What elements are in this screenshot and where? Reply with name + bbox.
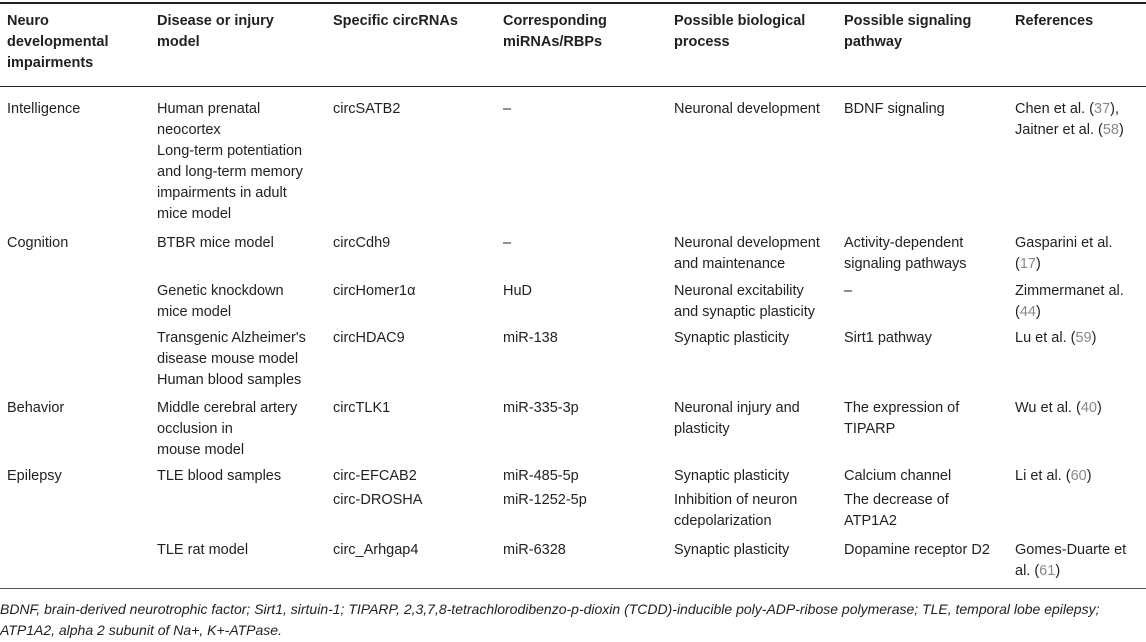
- header-line: developmental: [7, 34, 109, 50]
- cell-references: [1015, 398, 1102, 419]
- cell-line: TLE blood samples: [157, 468, 282, 484]
- reference-line: [1015, 233, 1113, 254]
- cell-line: Inhibition of neuron: [674, 492, 798, 508]
- header-pathway: [844, 11, 971, 53]
- reference-text: ): [1118, 122, 1124, 138]
- cell-line: Neuronal development: [674, 101, 820, 117]
- cell-mirna: [503, 328, 558, 349]
- reference-text: ): [1091, 330, 1097, 346]
- cell-circ: [333, 233, 390, 254]
- reference-link[interactable]: 37: [1094, 101, 1111, 117]
- cell-pathway: [844, 328, 932, 349]
- reference-line: [1015, 99, 1124, 120]
- cell-line: circHomer1α: [333, 283, 416, 299]
- cell-line: and synaptic plasticity: [674, 304, 816, 320]
- reference-line: [1015, 398, 1102, 419]
- cell-line: circCdh9: [333, 235, 391, 251]
- cell-references: [1015, 281, 1124, 323]
- cell-line: mouse model: [157, 442, 245, 458]
- cell-line: impairments in adult: [157, 185, 287, 201]
- footnote-line: ATP1A2, alpha 2 subunit of Na+, K+-ATPase.: [0, 622, 282, 638]
- reference-line: [1015, 281, 1124, 302]
- cell-mirna: [503, 398, 579, 419]
- header-line: model: [157, 34, 200, 50]
- cell-line: circ_Arhgap4: [333, 542, 419, 558]
- cell-line: and maintenance: [674, 256, 786, 272]
- cell-line: miR-485-5p: [503, 468, 579, 484]
- header-line: miRNAs/RBPs: [503, 34, 603, 50]
- cell-line: circTLK1: [333, 400, 391, 416]
- header-line: process: [674, 34, 730, 50]
- cell-pathway: [844, 281, 852, 302]
- cell-line: Sirt1 pathway: [844, 330, 932, 346]
- cell-line: miR-6328: [503, 542, 566, 558]
- cell-references: [1015, 99, 1124, 141]
- cell-circ: [333, 490, 422, 511]
- cell-line: mice model: [157, 206, 232, 222]
- cell-line: Synaptic plasticity: [674, 542, 790, 558]
- cell-line: and long-term memory: [157, 164, 303, 180]
- cell-line: The expression of: [844, 400, 960, 416]
- header-circrnas: [333, 11, 458, 32]
- impairment-epilepsy: Epilepsy: [7, 468, 62, 484]
- reference-text: Zimmermanet al.: [1015, 283, 1124, 299]
- cell-line: miR-1252-5p: [503, 492, 587, 508]
- reference-text: ): [1055, 563, 1061, 579]
- reference-line: [1015, 302, 1124, 323]
- cell-circ: [333, 398, 390, 419]
- cell-pathway: [844, 540, 990, 561]
- cell-line: Dopamine receptor D2: [844, 542, 990, 558]
- cell-line: Synaptic plasticity: [674, 468, 790, 484]
- cell-mirna: [503, 233, 511, 254]
- impairment-cognition: Cognition: [7, 235, 69, 251]
- cell-line: Neuronal injury and: [674, 400, 800, 416]
- reference-link[interactable]: 17: [1019, 256, 1036, 272]
- reference-text: Gomes-Duarte et: [1015, 542, 1127, 558]
- cell-line: circ-DROSHA: [333, 492, 423, 508]
- cell-line: BDNF signaling: [844, 101, 945, 117]
- reference-link[interactable]: 60: [1070, 468, 1087, 484]
- cell-circ: [333, 99, 400, 120]
- cell-mirna: [503, 466, 579, 487]
- cell-circ: [333, 281, 416, 302]
- cell-line: TIPARP: [844, 421, 896, 437]
- reference-link[interactable]: 40: [1080, 400, 1097, 416]
- reference-link[interactable]: 44: [1019, 304, 1036, 320]
- cell-model: [157, 328, 306, 391]
- reference-text: Gasparini et al.: [1015, 235, 1113, 251]
- cell-line: Activity-dependent: [844, 235, 964, 251]
- cell-line: Transgenic Alzheimer's: [157, 330, 306, 346]
- cell-line: circ-EFCAB2: [333, 468, 417, 484]
- cell-line: BTBR mice model: [157, 235, 274, 251]
- cell-line: –: [503, 235, 512, 251]
- cell-circ: [333, 466, 417, 487]
- header-line: Possible signaling: [844, 13, 972, 29]
- reference-line: [1015, 328, 1096, 349]
- cell-references: [1015, 540, 1126, 582]
- cell-circ: [333, 328, 405, 349]
- cell-line: Neuronal development: [674, 235, 820, 251]
- header-line: References: [1015, 13, 1094, 29]
- reference-text: ): [1086, 468, 1092, 484]
- cell-process: [674, 99, 820, 120]
- header-line: Possible biological: [674, 13, 806, 29]
- cell-line: plasticity: [674, 421, 730, 437]
- cell-line: cdepolarization: [674, 513, 772, 529]
- reference-text: (: [1015, 256, 1020, 272]
- cell-model: [157, 398, 297, 461]
- footnote-line: BDNF, brain-derived neurotrophic factor; Sirt1, sirtuin-1; TIPARP, 2,3,7,8-tetrachlorodibenzo-p-dioxin (TCDD)-inducible poly-ADP-ribose polymerase; TLE, temporal lobe epilepsy;: [0, 601, 1100, 617]
- header-line: Specific circRNAs: [333, 13, 458, 29]
- reference-text: ): [1035, 304, 1041, 320]
- cell-line: miR-138: [503, 330, 558, 346]
- reference-link[interactable]: 59: [1075, 330, 1092, 346]
- header-model: [157, 11, 274, 53]
- cell-process: [674, 281, 815, 323]
- cell-line: Human blood samples: [157, 372, 302, 388]
- cell-model: [157, 99, 303, 225]
- cell-process: [674, 328, 789, 349]
- cell-line: Middle cerebral artery: [157, 400, 298, 416]
- reference-text: Chen et al. (: [1015, 101, 1094, 117]
- reference-line: [1015, 561, 1126, 582]
- table-footnote: [0, 599, 1146, 641]
- header-line: Corresponding: [503, 13, 607, 29]
- cell-line: Long-term potentiation: [157, 143, 303, 159]
- cell-references: [1015, 233, 1113, 275]
- cell-model: [157, 233, 274, 254]
- cell-process: [674, 490, 797, 532]
- cell-line: occlusion in: [157, 421, 233, 437]
- cell-pathway: [844, 398, 959, 440]
- cell-pathway: [844, 233, 967, 275]
- reference-text: al. (: [1015, 563, 1040, 579]
- cell-line: signaling pathways: [844, 256, 967, 272]
- cell-pathway: [844, 99, 945, 120]
- reference-line: [1015, 466, 1092, 487]
- table-bottom-rule: [0, 588, 1146, 589]
- cell-line: miR-335-3p: [503, 400, 579, 416]
- cell-line: ATP1A2: [844, 513, 897, 529]
- cell-mirna: [503, 540, 566, 561]
- reference-link[interactable]: 58: [1102, 122, 1119, 138]
- cell-process: [674, 233, 820, 275]
- cell-pathway: [844, 466, 951, 487]
- cell-line: Calcium channel: [844, 468, 952, 484]
- reference-text: ),: [1110, 101, 1119, 117]
- reference-text: ): [1096, 400, 1102, 416]
- cell-process: [674, 540, 789, 561]
- reference-text: (: [1015, 304, 1020, 320]
- cell-references: [1015, 466, 1092, 487]
- cell-line: The decrease of: [844, 492, 949, 508]
- cell-line: TLE rat model: [157, 542, 249, 558]
- cell-mirna: [503, 490, 587, 511]
- reference-line: [1015, 120, 1124, 141]
- header-line: Disease or injury: [157, 13, 274, 29]
- header-mirnas: [503, 11, 607, 53]
- cell-model: [157, 540, 248, 561]
- reference-text: ): [1035, 256, 1041, 272]
- cell-line: neocortex: [157, 122, 221, 138]
- cell-model: [157, 466, 281, 487]
- cell-line: –: [503, 101, 512, 117]
- impairment-behavior: Behavior: [7, 400, 65, 416]
- header-references: [1015, 11, 1093, 32]
- cell-circ: [333, 540, 418, 561]
- header-rule: [0, 86, 1146, 87]
- header-line: pathway: [844, 34, 903, 50]
- cell-process: [674, 466, 789, 487]
- cell-line: Genetic knockdown: [157, 283, 284, 299]
- cell-line: Neuronal excitability: [674, 283, 804, 299]
- cell-references: [1015, 328, 1096, 349]
- cell-model: [157, 281, 284, 323]
- reference-line: [1015, 254, 1113, 275]
- cell-line: HuD: [503, 283, 533, 299]
- reference-link[interactable]: 61: [1039, 563, 1056, 579]
- cell-mirna: [503, 281, 532, 302]
- header-process: [674, 11, 805, 53]
- reference-text: Jaitner et al. (: [1015, 122, 1103, 138]
- cell-line: mice model: [157, 304, 232, 320]
- reference-text: Li et al. (: [1015, 468, 1071, 484]
- cell-line: circSATB2: [333, 101, 401, 117]
- cell-process: [674, 398, 800, 440]
- reference-text: Wu et al. (: [1015, 400, 1081, 416]
- cell-line: –: [844, 283, 853, 299]
- cell-pathway: [844, 490, 949, 532]
- cell-line: Human prenatal: [157, 101, 261, 117]
- table-top-rule: [0, 2, 1146, 4]
- cell-line: circHDAC9: [333, 330, 405, 346]
- reference-text: Lu et al. (: [1015, 330, 1076, 346]
- reference-line: [1015, 540, 1126, 561]
- header-line: Neuro: [7, 13, 49, 29]
- cell-line: Synaptic plasticity: [674, 330, 790, 346]
- cell-line: disease mouse model: [157, 351, 299, 367]
- header-line: impairments: [7, 55, 94, 71]
- header-impairments: [7, 11, 109, 74]
- cell-mirna: [503, 99, 511, 120]
- impairment-intelligence: Intelligence: [7, 101, 81, 117]
